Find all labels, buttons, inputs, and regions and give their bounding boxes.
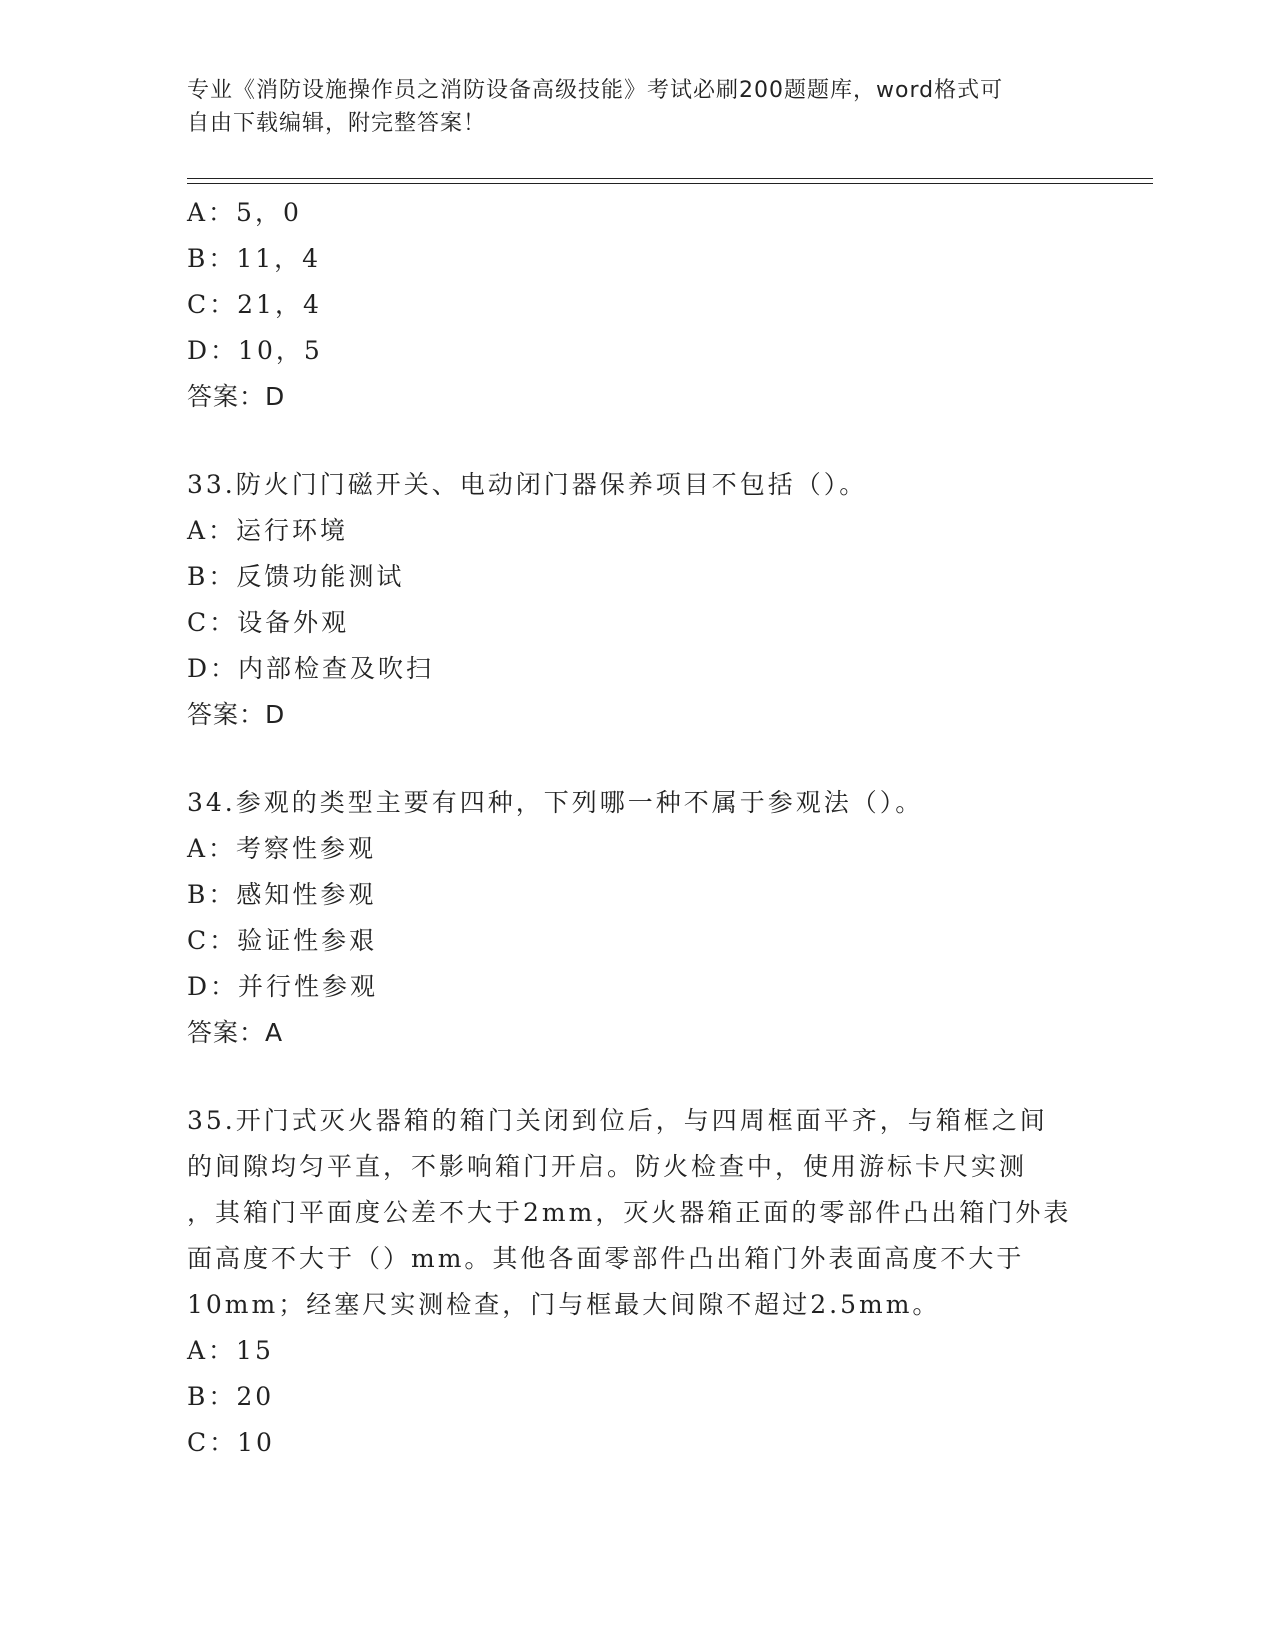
- option-a: A：5，0: [187, 198, 302, 227]
- spacer: [187, 420, 1107, 462]
- question-33-block: [187, 462, 1107, 738]
- question-35-line-3: ，其箱门平面度公差不大于2mm，灭火器箱正面的零部件凸出箱门外表: [187, 1198, 1072, 1227]
- option-c: C：验证性参艰: [187, 926, 378, 955]
- header-divider-top: [187, 178, 1153, 179]
- spacer: [187, 1056, 1107, 1098]
- question-34-block: [187, 780, 1107, 1056]
- option-b: B：11，4: [187, 244, 322, 273]
- option-b: B：感知性参观: [187, 880, 377, 909]
- question-33-text: 33.防火门门磁开关、电动闭门器保养项目不包括（）。: [187, 470, 868, 499]
- option-d: D：10，5: [187, 336, 323, 365]
- spacer: [187, 738, 1107, 780]
- option-d: D：并行性参观: [187, 972, 379, 1001]
- option-d: D：内部检查及吹扫: [187, 654, 435, 683]
- option-a: A：15: [187, 1336, 274, 1365]
- option-a: A：运行环境: [187, 516, 349, 545]
- option-b: B：20: [187, 1382, 275, 1411]
- header-line-2: 自由下载编辑，附完整答案！: [187, 111, 487, 136]
- question-35-line-1: 35.开门式灭火器箱的箱门关闭到位后，与四周框面平齐，与箱框之间: [187, 1106, 1048, 1135]
- answer-line: 答案：A: [187, 1018, 284, 1047]
- option-c: C：10: [187, 1428, 275, 1457]
- question-content: [187, 190, 1107, 1466]
- option-c: C：21，4: [187, 290, 322, 319]
- question-35-text: [187, 1098, 1107, 1328]
- answer-line: 答案：D: [187, 700, 286, 729]
- header-divider-bottom: [187, 183, 1153, 184]
- question-35-line-2: 的间隙均匀平直，不影响箱门开启。防火检查中，使用游标卡尺实测: [187, 1152, 1028, 1181]
- question-34-text: 34.参观的类型主要有四种，下列哪一种不属于参观法（）。: [187, 788, 924, 817]
- document-header: [187, 74, 1087, 140]
- option-c: C：设备外观: [187, 608, 350, 637]
- option-a: A：考察性参观: [187, 834, 377, 863]
- question-35-line-4: 面高度不大于（）mm。其他各面零部件凸出箱门外表面高度不大于: [187, 1244, 1025, 1273]
- question-35-block: [187, 1098, 1107, 1466]
- question-35-line-5: 10mm；经塞尺实测检查，门与框最大间隙不超过2.5mm。: [187, 1290, 941, 1319]
- option-b: B：反馈功能测试: [187, 562, 405, 591]
- header-line-1: 专业《消防设施操作员之消防设备高级技能》考试必刷200题题库，word格式可: [187, 78, 1004, 103]
- prev-question-block: [187, 190, 1107, 420]
- answer-line: 答案：D: [187, 382, 286, 411]
